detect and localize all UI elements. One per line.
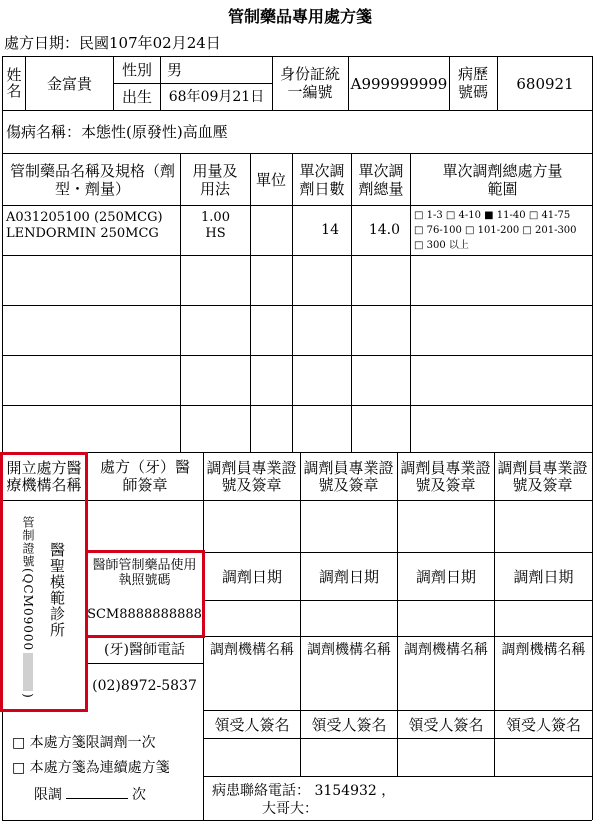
diagnosis: 傷病名稱：本態性(原發性)高血壓 — [6, 123, 228, 141]
pharmacist-header-2: 調劑員專業證號及簽章 — [303, 459, 394, 494]
id-label: 身份証統一編號 — [279, 65, 340, 101]
dispense-inst-label-2: 調劑機構名稱 — [307, 641, 391, 658]
drug-frequency: HS — [205, 226, 226, 242]
license-number: SCM8888888888 — [87, 607, 202, 623]
chart-no-label: 病歷號碼 — [457, 65, 488, 101]
doctor-phone: (02)8972-5837 — [92, 678, 197, 695]
refill-count-blank[interactable] — [66, 786, 128, 799]
dispense-date-label-3: 調劑日期 — [415, 567, 476, 586]
recipient-sign-label-3: 領受人簽名 — [408, 715, 484, 734]
institution-highlight-box — [0, 452, 88, 712]
patient-id: A999999999 — [350, 74, 448, 93]
drug-code: A031205100 (250MCG) — [6, 210, 163, 225]
range-line-3: □ 300 以上 — [414, 240, 469, 251]
patient-mobile: 大哥大： — [262, 801, 318, 817]
recipient-sign-label-2: 領受人簽名 — [311, 715, 387, 734]
recipient-sign-label-4: 領受人簽名 — [505, 715, 581, 734]
recipient-sign-label-1: 領受人簽名 — [214, 715, 290, 734]
drug-name: LENDORMIN 250MCG — [6, 226, 159, 242]
drug-usage — [181, 210, 250, 243]
range-line-1: □ 1-3 □ 4-10 ■ 11-40 □ 41-75 — [414, 210, 571, 221]
patient-name: 金富貴 — [46, 74, 92, 93]
patient-birth: 68年09月21日 — [168, 88, 265, 105]
refill-limit — [34, 786, 146, 804]
patient-gender: 男 — [167, 61, 183, 79]
name-label: 姓名 — [6, 65, 22, 100]
dispense-inst-label-1: 調劑機構名稱 — [210, 641, 294, 658]
pharmacist-header-1: 調劑員專業證號及簽章 — [206, 459, 297, 494]
license-highlight-box — [85, 550, 205, 638]
prescription-date: 處方日期：民國107年02月24日 — [4, 34, 221, 52]
pharmacist-header-3: 調劑員專業證號及簽章 — [400, 459, 491, 494]
license-label: 醫師管制藥品使用執照號碼 — [92, 558, 197, 588]
days-header: 單次調劑日數 — [299, 161, 345, 198]
drug-total: 14.0 — [368, 222, 400, 239]
dispense-inst-label-3: 調劑機構名稱 — [404, 641, 488, 658]
pharmacist-header-4: 調劑員專業證號及簽章 — [497, 459, 588, 494]
drug-days: 14 — [321, 222, 339, 239]
institution-header: 開立處方醫療機構名稱 — [6, 459, 82, 494]
birth-label: 出生 — [121, 88, 152, 106]
unit-header: 單位 — [256, 170, 287, 189]
drug-unit — [251, 206, 292, 255]
form-title: 管制藥品專用處方箋 — [227, 7, 372, 26]
chart-no: 680921 — [516, 74, 574, 93]
quantity-range-checkboxes[interactable] — [414, 208, 592, 253]
refill-limit-suffix: 次 — [132, 787, 146, 803]
dispense-date-label-4: 調劑日期 — [513, 567, 574, 586]
doctor-sign-header: 處方（牙）醫師簽章 — [99, 458, 190, 494]
dispense-date-label-1: 調劑日期 — [221, 567, 282, 586]
usage-header: 用量及用法 — [192, 161, 238, 198]
drug-entry — [6, 210, 163, 243]
institution-code-close: ) — [21, 693, 35, 699]
drug-dose: 1.00 — [201, 210, 230, 225]
doctor-phone-label: (牙)醫師電話 — [104, 641, 185, 658]
option-single-dispense[interactable]: □ 本處方箋限調劑一次 — [12, 735, 156, 751]
dispense-date-label-2: 調劑日期 — [318, 567, 379, 586]
institution-name: 醫聖模範診所 — [48, 542, 66, 638]
range-header: 單次調劑總處方量範圍 — [442, 161, 563, 198]
dispense-inst-label-4: 調劑機構名稱 — [501, 641, 586, 658]
patient-contact-phone: 病患聯絡電話： 3154932 ， — [212, 783, 396, 799]
range-line-2: □ 76-100 □ 101-200 □ 201-300 — [414, 225, 577, 236]
drug-name-header: 管制藥品名稱及規格（劑型・劑量） — [10, 161, 176, 198]
institution-code-text: 管制證號(QCM09000 — [21, 516, 35, 652]
total-header: 單次調劑總量 — [358, 161, 404, 198]
option-refill-prescription[interactable]: □ 本處方箋為連續處方箋 — [12, 760, 170, 776]
gender-label: 性別 — [121, 61, 152, 79]
refill-limit-prefix: 限調 — [34, 787, 62, 803]
